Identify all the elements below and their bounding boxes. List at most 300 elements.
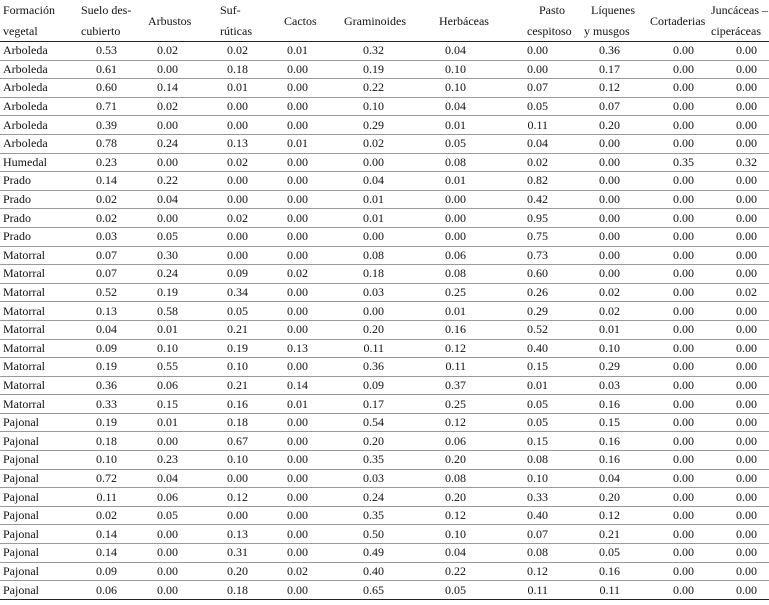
cell-suelo: 0.09	[75, 562, 122, 581]
cell-suelo: 0.33	[75, 395, 122, 414]
cell-suelo: 0.07	[75, 265, 122, 284]
cell-graminoides: 0.22	[326, 79, 410, 98]
cell-cortaderias: 0.00	[650, 79, 710, 98]
cell-suelo: 0.19	[75, 358, 122, 377]
cell-graminoides: 0.01	[326, 190, 410, 209]
cell-pasto: 0.75	[496, 227, 576, 246]
cell-cactos: 0.00	[266, 227, 326, 246]
cell-juncaceas: 0.00	[710, 302, 769, 321]
cell-sufruticas: 0.16	[196, 395, 266, 414]
cell-pasto: 0.11	[496, 116, 576, 135]
table-row	[0, 395, 769, 414]
cell-formacion-vegetal: Prado	[0, 172, 75, 191]
cell-cactos: 0.00	[266, 469, 326, 488]
cell-sufruticas: 0.34	[196, 283, 266, 302]
cell-formacion-vegetal: Pajonal	[0, 432, 75, 451]
table-row	[0, 227, 769, 246]
cell-juncaceas: 0.00	[710, 525, 769, 544]
cell-herbaceas: 0.06	[410, 432, 496, 451]
cell-graminoides: 0.40	[326, 562, 410, 581]
cell-cactos: 0.00	[266, 79, 326, 98]
cell-graminoides: 0.09	[326, 376, 410, 395]
cell-herbaceas: 0.20	[410, 488, 496, 507]
cell-arbustos: 0.00	[122, 116, 196, 135]
cell-liquenes: 0.16	[576, 451, 650, 470]
cell-herbaceas: 0.10	[410, 525, 496, 544]
col-header-suelo-descubierto	[75, 0, 132, 42]
cell-cactos: 0.00	[266, 246, 326, 265]
table-row	[0, 134, 769, 153]
cell-liquenes: 0.00	[576, 134, 650, 153]
cell-formacion-vegetal: Pajonal	[0, 525, 75, 544]
cell-suelo: 0.04	[75, 320, 122, 339]
cell-suelo: 0.06	[75, 581, 122, 600]
cell-pasto: 0.00	[496, 42, 576, 61]
cell-pasto: 0.05	[496, 413, 576, 432]
cell-herbaceas: 0.01	[410, 172, 496, 191]
table-row	[0, 302, 769, 321]
cell-cortaderias: 0.00	[650, 134, 710, 153]
cell-cactos: 0.01	[266, 134, 326, 153]
cell-graminoides: 0.24	[326, 488, 410, 507]
cell-arbustos: 0.00	[122, 581, 196, 600]
cell-suelo: 0.11	[75, 488, 122, 507]
cell-liquenes: 0.11	[576, 581, 650, 600]
cell-graminoides: 0.10	[326, 97, 410, 116]
cell-formacion-vegetal: Arboleda	[0, 97, 75, 116]
cell-formacion-vegetal: Pajonal	[0, 413, 75, 432]
col-header-line: Líquenes	[591, 3, 635, 17]
col-header-line: Herbáceas	[439, 14, 489, 28]
table-row	[0, 376, 769, 395]
cell-herbaceas: 0.12	[410, 506, 496, 525]
cell-liquenes: 0.00	[576, 209, 650, 228]
cell-cortaderias: 0.00	[650, 320, 710, 339]
col-header-sufruticas	[196, 0, 266, 42]
cell-arbustos: 0.00	[122, 525, 196, 544]
cell-sufruticas: 0.00	[196, 227, 266, 246]
cell-formacion-vegetal: Matorral	[0, 376, 75, 395]
cell-herbaceas: 0.08	[410, 469, 496, 488]
cell-pasto: 0.33	[496, 488, 576, 507]
cell-liquenes: 0.03	[576, 376, 650, 395]
cell-pasto: 0.02	[496, 153, 576, 172]
cell-cortaderias: 0.35	[650, 153, 710, 172]
cell-formacion-vegetal: Matorral	[0, 339, 75, 358]
cell-juncaceas: 0.00	[710, 581, 769, 600]
cell-cactos: 0.00	[266, 116, 326, 135]
cell-cactos: 0.00	[266, 544, 326, 563]
cell-juncaceas: 0.00	[710, 97, 769, 116]
cell-suelo: 0.10	[75, 451, 122, 470]
cell-formacion-vegetal: Matorral	[0, 246, 75, 265]
cell-arbustos: 0.23	[122, 451, 196, 470]
table-row	[0, 153, 769, 172]
cell-arbustos: 0.05	[122, 506, 196, 525]
table-row	[0, 469, 769, 488]
table-row	[0, 339, 769, 358]
table-row	[0, 320, 769, 339]
cell-pasto: 0.01	[496, 376, 576, 395]
cell-graminoides: 0.49	[326, 544, 410, 563]
cell-arbustos: 0.00	[122, 60, 196, 79]
cell-cortaderias: 0.00	[650, 246, 710, 265]
cell-suelo: 0.18	[75, 432, 122, 451]
table-row	[0, 525, 769, 544]
cell-cactos: 0.00	[266, 488, 326, 507]
cell-sufruticas: 0.31	[196, 544, 266, 563]
cell-formacion-vegetal: Pajonal	[0, 562, 75, 581]
col-header-line: cubierto	[81, 24, 121, 38]
cell-juncaceas: 0.00	[710, 413, 769, 432]
cell-cortaderias: 0.00	[650, 376, 710, 395]
cell-herbaceas: 0.11	[410, 358, 496, 377]
cell-cortaderias: 0.00	[650, 432, 710, 451]
cell-arbustos: 0.02	[122, 42, 196, 61]
cell-juncaceas: 0.00	[710, 358, 769, 377]
cell-liquenes: 0.12	[576, 506, 650, 525]
cell-graminoides: 0.02	[326, 134, 410, 153]
cell-herbaceas: 0.05	[410, 134, 496, 153]
cell-suelo: 0.02	[75, 506, 122, 525]
col-header-line: ciperáceas	[711, 24, 761, 38]
cell-pasto: 0.42	[496, 190, 576, 209]
col-header-line: Suf-	[220, 3, 241, 17]
cell-sufruticas: 0.09	[196, 265, 266, 284]
cell-arbustos: 0.04	[122, 469, 196, 488]
cell-juncaceas: 0.00	[710, 339, 769, 358]
table-row	[0, 506, 769, 525]
cell-suelo: 0.09	[75, 339, 122, 358]
cell-arbustos: 0.30	[122, 246, 196, 265]
cell-formacion-vegetal: Matorral	[0, 358, 75, 377]
cell-arbustos: 0.00	[122, 562, 196, 581]
cell-arbustos: 0.14	[122, 79, 196, 98]
cell-herbaceas: 0.01	[410, 116, 496, 135]
table-row	[0, 488, 769, 507]
cell-juncaceas: 0.00	[710, 79, 769, 98]
table-row	[0, 190, 769, 209]
cell-arbustos: 0.24	[122, 134, 196, 153]
cell-liquenes: 0.15	[576, 413, 650, 432]
cell-pasto: 0.40	[496, 339, 576, 358]
cell-juncaceas: 0.00	[710, 544, 769, 563]
cell-cortaderias: 0.00	[650, 209, 710, 228]
cell-sufruticas: 0.02	[196, 42, 266, 61]
cell-cortaderias: 0.00	[650, 60, 710, 79]
cell-juncaceas: 0.00	[710, 209, 769, 228]
cell-herbaceas: 0.10	[410, 79, 496, 98]
cell-herbaceas: 0.25	[410, 283, 496, 302]
cell-herbaceas: 0.06	[410, 246, 496, 265]
cell-graminoides: 0.32	[326, 42, 410, 61]
cell-liquenes: 0.02	[576, 302, 650, 321]
cell-formacion-vegetal: Arboleda	[0, 134, 75, 153]
cell-suelo: 0.23	[75, 153, 122, 172]
cell-cactos: 0.13	[266, 339, 326, 358]
cell-liquenes: 0.20	[576, 488, 650, 507]
cell-suelo: 0.60	[75, 79, 122, 98]
cell-sufruticas: 0.18	[196, 60, 266, 79]
cell-cortaderias: 0.00	[650, 116, 710, 135]
cell-cortaderias: 0.00	[650, 227, 710, 246]
cell-liquenes: 0.00	[576, 265, 650, 284]
col-header-line: Juncáceas –	[711, 3, 768, 17]
cell-pasto: 0.07	[496, 79, 576, 98]
cell-suelo: 0.61	[75, 60, 122, 79]
cell-cactos: 0.00	[266, 172, 326, 191]
cell-cortaderias: 0.00	[650, 339, 710, 358]
cell-pasto: 0.82	[496, 172, 576, 191]
cell-juncaceas: 0.32	[710, 153, 769, 172]
cell-liquenes: 0.10	[576, 339, 650, 358]
cell-herbaceas: 0.20	[410, 451, 496, 470]
cell-sufruticas: 0.05	[196, 302, 266, 321]
cell-cactos: 0.00	[266, 581, 326, 600]
cell-liquenes: 0.05	[576, 544, 650, 563]
cell-cortaderias: 0.00	[650, 42, 710, 61]
cell-cactos: 0.00	[266, 320, 326, 339]
cell-arbustos: 0.24	[122, 265, 196, 284]
cell-juncaceas: 0.00	[710, 134, 769, 153]
cell-cactos: 0.00	[266, 413, 326, 432]
cell-herbaceas: 0.37	[410, 376, 496, 395]
table-row	[0, 544, 769, 563]
table-row	[0, 562, 769, 581]
cell-herbaceas: 0.04	[410, 97, 496, 116]
cell-graminoides: 0.54	[326, 413, 410, 432]
cell-cactos: 0.02	[266, 265, 326, 284]
cell-cactos: 0.00	[266, 283, 326, 302]
cell-juncaceas: 0.00	[710, 227, 769, 246]
cell-suelo: 0.71	[75, 97, 122, 116]
col-header-graminoides	[326, 0, 410, 42]
cell-herbaceas: 0.00	[410, 209, 496, 228]
cell-pasto: 0.15	[496, 358, 576, 377]
cell-pasto: 0.60	[496, 265, 576, 284]
cell-pasto: 0.15	[496, 432, 576, 451]
cell-liquenes: 0.01	[576, 320, 650, 339]
cell-sufruticas: 0.21	[196, 376, 266, 395]
cell-pasto: 0.29	[496, 302, 576, 321]
cell-juncaceas: 0.00	[710, 506, 769, 525]
cell-cactos: 0.00	[266, 358, 326, 377]
cell-cortaderias: 0.00	[650, 283, 710, 302]
cell-formacion-vegetal: Arboleda	[0, 79, 75, 98]
cell-liquenes: 0.21	[576, 525, 650, 544]
cell-graminoides: 0.65	[326, 581, 410, 600]
cell-liquenes: 0.16	[576, 562, 650, 581]
cell-suelo: 0.14	[75, 544, 122, 563]
cell-suelo: 0.19	[75, 413, 122, 432]
cell-pasto: 0.08	[496, 451, 576, 470]
col-header-cactos	[266, 0, 326, 42]
cell-juncaceas: 0.00	[710, 469, 769, 488]
cell-arbustos: 0.55	[122, 358, 196, 377]
cell-suelo: 0.13	[75, 302, 122, 321]
cell-graminoides: 0.29	[326, 116, 410, 135]
col-header-line: rúticas	[220, 24, 252, 38]
cell-suelo: 0.03	[75, 227, 122, 246]
cell-pasto: 0.00	[496, 60, 576, 79]
cell-graminoides: 0.17	[326, 395, 410, 414]
cell-formacion-vegetal: Pajonal	[0, 506, 75, 525]
cell-sufruticas: 0.19	[196, 339, 266, 358]
col-header-line: Suelo des-	[81, 3, 132, 17]
cell-sufruticas: 0.18	[196, 581, 266, 600]
cell-suelo: 0.39	[75, 116, 122, 135]
cell-graminoides: 0.20	[326, 320, 410, 339]
cell-pasto: 0.73	[496, 246, 576, 265]
cell-sufruticas: 0.10	[196, 358, 266, 377]
cell-cactos: 0.00	[266, 302, 326, 321]
table-row	[0, 172, 769, 191]
table-row	[0, 265, 769, 284]
cell-cactos: 0.14	[266, 376, 326, 395]
cell-suelo: 0.78	[75, 134, 122, 153]
table-row	[0, 283, 769, 302]
cell-arbustos: 0.06	[122, 376, 196, 395]
cell-graminoides: 0.50	[326, 525, 410, 544]
col-header-line: y musgos	[584, 24, 630, 38]
cell-formacion-vegetal: Matorral	[0, 283, 75, 302]
cell-suelo: 0.36	[75, 376, 122, 395]
cell-sufruticas: 0.18	[196, 413, 266, 432]
cell-cortaderias: 0.00	[650, 506, 710, 525]
cell-suelo: 0.52	[75, 283, 122, 302]
col-header-herbaceas	[410, 0, 496, 42]
cell-graminoides: 0.00	[326, 302, 410, 321]
cell-suelo: 0.53	[75, 42, 122, 61]
cell-pasto: 0.05	[496, 395, 576, 414]
cell-liquenes: 0.00	[576, 153, 650, 172]
cell-sufruticas: 0.00	[196, 97, 266, 116]
cell-juncaceas: 0.00	[710, 190, 769, 209]
col-header-line: cespitoso	[527, 24, 572, 38]
cell-cortaderias: 0.00	[650, 562, 710, 581]
cell-sufruticas: 0.21	[196, 320, 266, 339]
cell-formacion-vegetal: Arboleda	[0, 42, 75, 61]
cell-liquenes: 0.07	[576, 97, 650, 116]
cell-pasto: 0.07	[496, 525, 576, 544]
cell-cactos: 0.01	[266, 395, 326, 414]
cell-formacion-vegetal: Arboleda	[0, 60, 75, 79]
cell-pasto: 0.95	[496, 209, 576, 228]
cell-cortaderias: 0.00	[650, 190, 710, 209]
cell-sufruticas: 0.20	[196, 562, 266, 581]
cell-graminoides: 0.08	[326, 246, 410, 265]
cell-juncaceas: 0.00	[710, 42, 769, 61]
cell-formacion-vegetal: Matorral	[0, 320, 75, 339]
table-row	[0, 116, 769, 135]
cell-arbustos: 0.19	[122, 283, 196, 302]
col-header-line: vegetal	[3, 24, 38, 38]
cell-graminoides: 0.20	[326, 432, 410, 451]
cell-cactos: 0.00	[266, 190, 326, 209]
cell-cactos: 0.00	[266, 506, 326, 525]
cell-arbustos: 0.00	[122, 153, 196, 172]
cell-sufruticas: 0.10	[196, 451, 266, 470]
cell-cactos: 0.00	[266, 97, 326, 116]
cell-liquenes: 0.29	[576, 358, 650, 377]
cell-graminoides: 0.35	[326, 506, 410, 525]
cell-juncaceas: 0.00	[710, 562, 769, 581]
cell-sufruticas: 0.67	[196, 432, 266, 451]
cell-arbustos: 0.06	[122, 488, 196, 507]
cell-graminoides: 0.19	[326, 60, 410, 79]
cell-juncaceas: 0.00	[710, 395, 769, 414]
cell-suelo: 0.02	[75, 190, 122, 209]
cell-suelo: 0.02	[75, 209, 122, 228]
cell-suelo: 0.14	[75, 525, 122, 544]
cell-liquenes: 0.04	[576, 469, 650, 488]
cell-liquenes: 0.00	[576, 227, 650, 246]
cell-pasto: 0.52	[496, 320, 576, 339]
cell-liquenes: 0.02	[576, 283, 650, 302]
col-header-arbustos	[122, 0, 196, 42]
cell-graminoides: 0.03	[326, 283, 410, 302]
cell-arbustos: 0.00	[122, 209, 196, 228]
cell-herbaceas: 0.05	[410, 581, 496, 600]
cell-pasto: 0.10	[496, 469, 576, 488]
col-header-line: Graminoides	[344, 14, 406, 28]
cell-arbustos: 0.00	[122, 544, 196, 563]
cell-cortaderias: 0.00	[650, 488, 710, 507]
cell-sufruticas: 0.00	[196, 506, 266, 525]
cell-formacion-vegetal: Matorral	[0, 395, 75, 414]
cell-formacion-vegetal: Pajonal	[0, 581, 75, 600]
cell-graminoides: 0.36	[326, 358, 410, 377]
cell-arbustos: 0.00	[122, 432, 196, 451]
cell-graminoides: 0.04	[326, 172, 410, 191]
cell-pasto: 0.26	[496, 283, 576, 302]
cell-cortaderias: 0.00	[650, 451, 710, 470]
cell-formacion-vegetal: Matorral	[0, 302, 75, 321]
cell-suelo: 0.72	[75, 469, 122, 488]
cell-pasto: 0.05	[496, 97, 576, 116]
cell-cortaderias: 0.00	[650, 395, 710, 414]
col-header-line: Pasto	[539, 3, 566, 17]
cell-arbustos: 0.58	[122, 302, 196, 321]
cell-suelo: 0.14	[75, 172, 122, 191]
col-header-line: Cactos	[284, 14, 317, 28]
table-row	[0, 246, 769, 265]
cell-liquenes: 0.36	[576, 42, 650, 61]
cell-cactos: 0.02	[266, 562, 326, 581]
col-header-line: Cortaderias	[650, 14, 706, 28]
table-row	[0, 451, 769, 470]
cell-formacion-vegetal: Pajonal	[0, 469, 75, 488]
cell-sufruticas: 0.00	[196, 190, 266, 209]
cell-graminoides: 0.18	[326, 265, 410, 284]
cell-graminoides: 0.11	[326, 339, 410, 358]
cell-sufruticas: 0.02	[196, 153, 266, 172]
cell-arbustos: 0.05	[122, 227, 196, 246]
table-row	[0, 358, 769, 377]
cell-cactos: 0.01	[266, 42, 326, 61]
cell-sufruticas: 0.00	[196, 246, 266, 265]
cell-cortaderias: 0.00	[650, 581, 710, 600]
cell-formacion-vegetal: Pajonal	[0, 488, 75, 507]
cell-juncaceas: 0.00	[710, 320, 769, 339]
table-row	[0, 581, 769, 600]
cell-arbustos: 0.04	[122, 190, 196, 209]
cell-cortaderias: 0.00	[650, 525, 710, 544]
cell-formacion-vegetal: Matorral	[0, 265, 75, 284]
cell-herbaceas: 0.22	[410, 562, 496, 581]
cell-cortaderias: 0.00	[650, 413, 710, 432]
cell-arbustos: 0.22	[122, 172, 196, 191]
